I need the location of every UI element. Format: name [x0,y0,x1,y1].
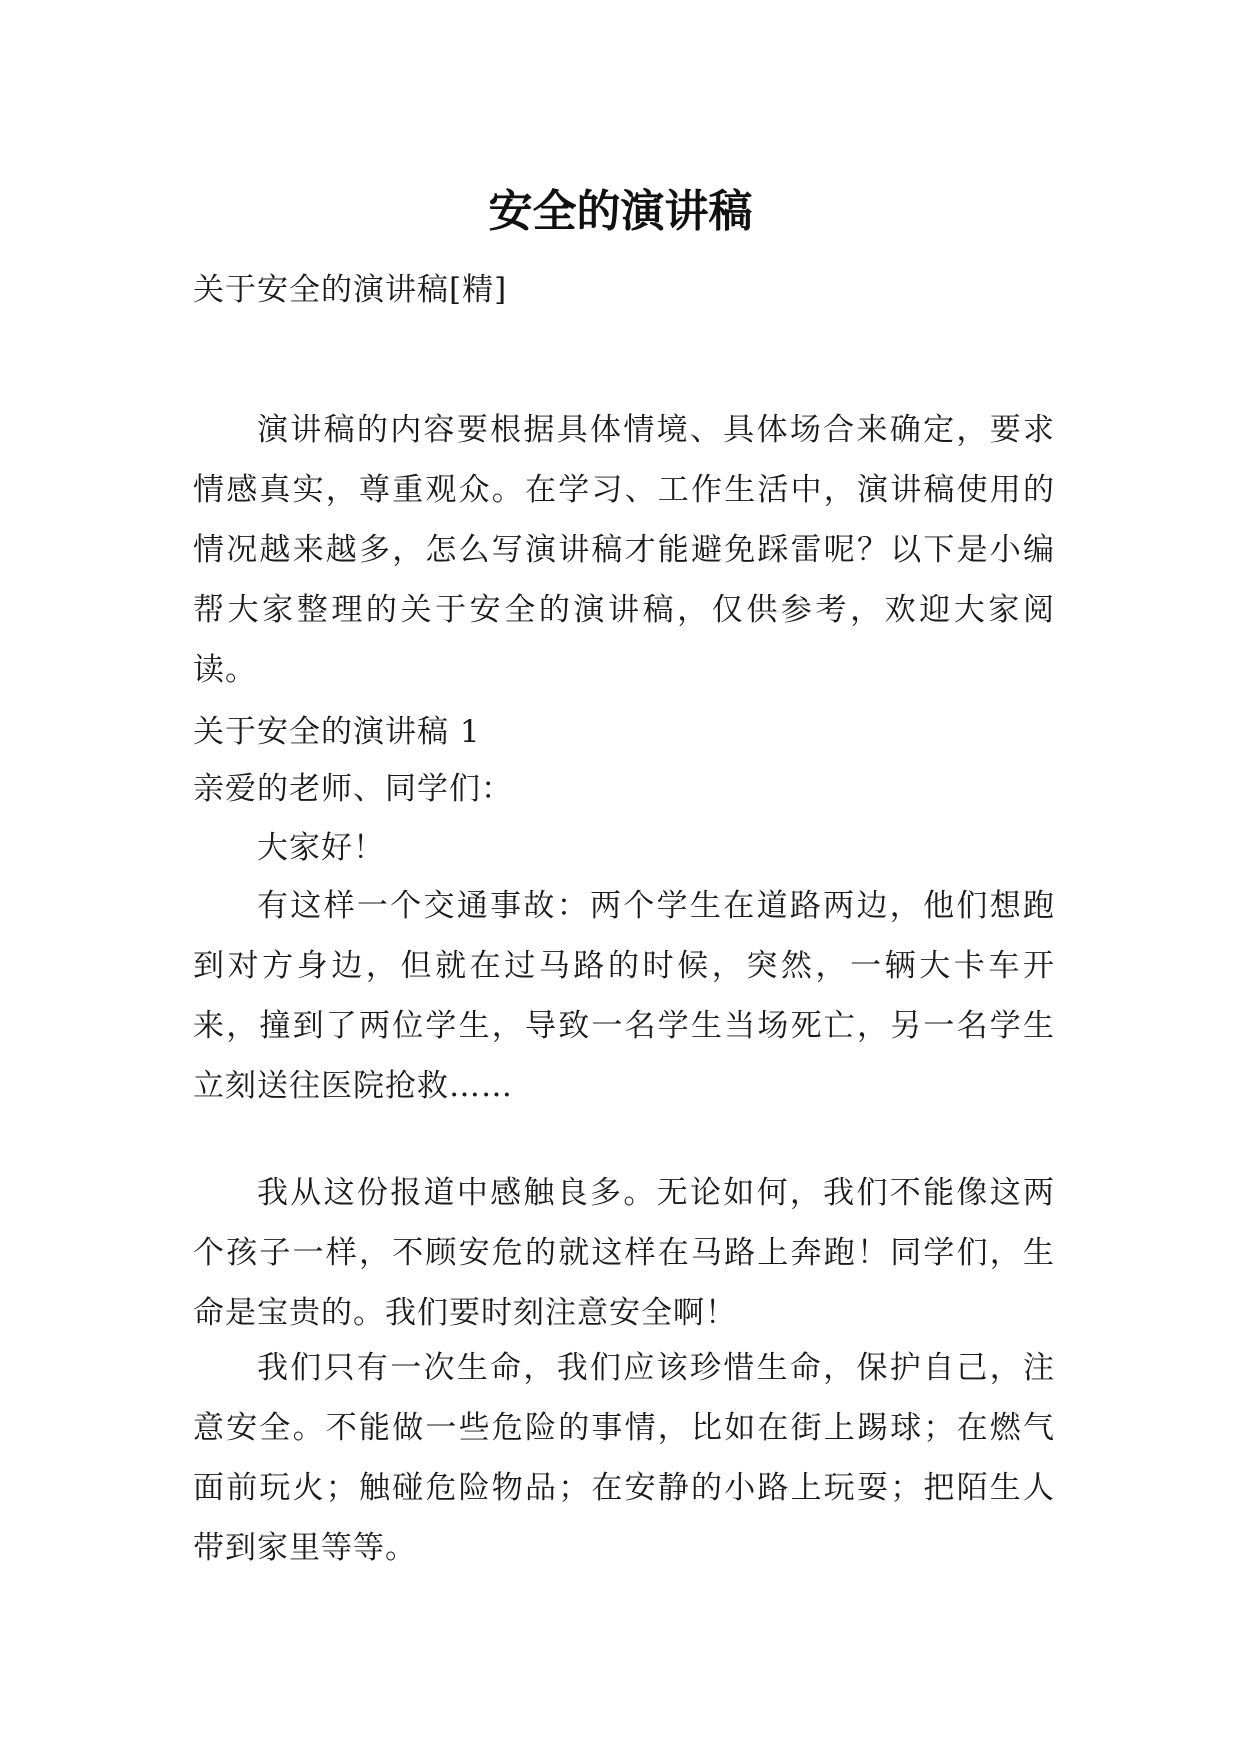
document-subtitle: 关于安全的演讲稿[精] [193,272,508,308]
document-title: 安全的演讲稿 [488,186,753,238]
body-paragraph: 我从这份报道中感触良多。无论如何，我们不能像这两个孩子一样，不顾安危的就这样在马路上奔跑！同学们，生命是宝贵的。我们要时刻注意安全啊！ [193,1175,1055,1331]
intro-paragraph: 演讲稿的内容要根据具体情境、具体场合来确定，要求情感真实，尊重观众。在学习、工作生活中，演讲稿使用的情况越来越多，怎么写演讲稿才能避免踩雷呢？以下是小编帮大家整理的关于安全的演讲稿，仅供参考，欢迎大家阅读。 [193,412,1055,688]
body-paragraph: 我们只有一次生命，我们应该珍惜生命，保护自己，注意安全。不能做一些危险的事情，比如在街上踢球；在燃气面前玩火；触碰危险物品；在安静的小路上玩耍；把陌生人带到家里等等。 [193,1350,1055,1566]
section-heading: 关于安全的演讲稿 1 [193,714,481,750]
greeting: 大家好！ [257,830,385,866]
body-paragraph: 有这样一个交通事故：两个学生在道路两边，他们想跑到对方身边，但就在过马路的时候，突然，一辆大卡车开来，撞到了两位学生，导致一名学生当场死亡，另一名学生立刻送往医院抢救…… [193,888,1055,1104]
salutation: 亲爱的老师、同学们： [193,771,513,807]
